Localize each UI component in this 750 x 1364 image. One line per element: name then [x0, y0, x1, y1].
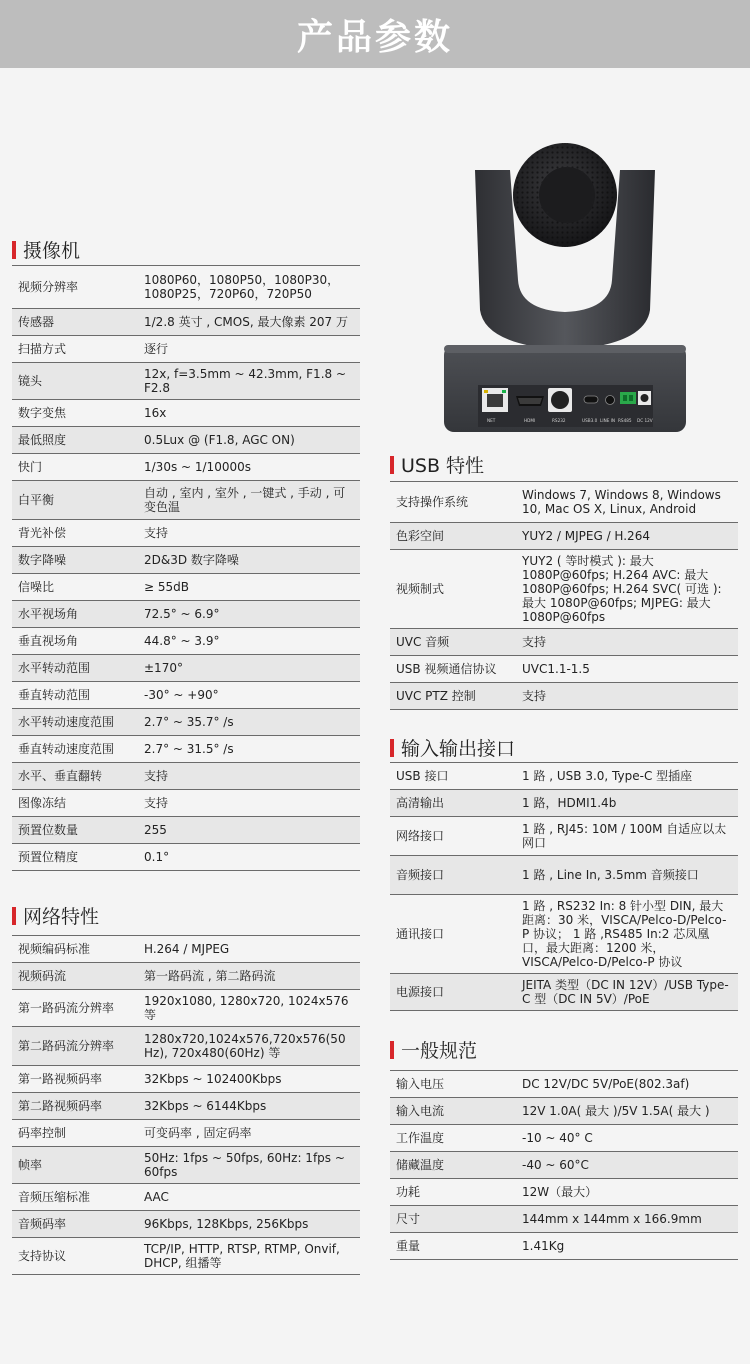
spec-label: 视频分辨率	[12, 266, 138, 309]
spec-row	[390, 1152, 738, 1179]
spec-value: -10 ~ 40° C	[516, 1125, 738, 1152]
camera-spec-table	[12, 265, 360, 871]
page-header	[0, 0, 750, 68]
spec-row	[12, 736, 360, 763]
spec-value: 第一路码流 , 第二路码流	[138, 963, 360, 990]
spec-value: 1/30s ~ 1/10000s	[138, 454, 360, 481]
spec-value: 1 路 , RS232 In: 8 针小型 DIN, 最大距离：30 米，VISCA/Pelco-D/Pelco-P 协议； 1 路 ,RS485 In:2 芯凤凰口，最大距离：1200 米，VISCA/Pelco-D/Pelco-P 协议	[516, 895, 738, 974]
spec-label: 第一路码流分辨率	[12, 990, 138, 1027]
spec-label: 支持操作系统	[390, 482, 516, 523]
spec-value: 32Kbps ~ 6144Kbps	[138, 1093, 360, 1120]
spec-value: 12x, f=3.5mm ~ 42.3mm, F1.8 ~ F2.8	[138, 363, 360, 400]
spec-label: 码率控制	[12, 1120, 138, 1147]
spec-row	[12, 1120, 360, 1147]
spec-label: 高清输出	[390, 790, 516, 817]
section-marker	[390, 1041, 394, 1059]
spec-label: 背光补偿	[12, 520, 138, 547]
spec-value: 支持	[138, 763, 360, 790]
spec-value: 1080P60，1080P50，1080P30，1080P25，720P60，720P50	[138, 266, 360, 309]
spec-row	[12, 790, 360, 817]
section-title-text: 摄像机	[23, 240, 81, 262]
port-label-usb: USB3.0	[582, 418, 598, 423]
spec-value: H.264 / MJPEG	[138, 936, 360, 963]
port-label-net: NET	[487, 418, 496, 423]
spec-row	[12, 990, 360, 1027]
spec-label: 视频码流	[12, 963, 138, 990]
spec-value: 1 路 , RJ45: 10M / 100M 自适应以太网口	[516, 817, 738, 856]
io-spec-table	[390, 762, 738, 1011]
spec-row	[12, 628, 360, 655]
spec-label: 垂直视场角	[12, 628, 138, 655]
spec-label: 色彩空间	[390, 523, 516, 550]
spec-row	[12, 1147, 360, 1184]
spec-row	[390, 1098, 738, 1125]
general-spec-table	[390, 1070, 738, 1260]
spec-value: 16x	[138, 400, 360, 427]
spec-label: 数字变焦	[12, 400, 138, 427]
port-label-rs485: RS485	[618, 418, 632, 423]
usb-spec-table	[390, 481, 738, 710]
spec-row	[12, 601, 360, 628]
spec-row	[12, 309, 360, 336]
spec-label: 白平衡	[12, 481, 138, 520]
section-title-general	[390, 1036, 477, 1063]
spec-label: 网络接口	[390, 817, 516, 856]
spec-value: 255	[138, 817, 360, 844]
spec-row	[12, 266, 360, 309]
spec-label: 水平转动速度范围	[12, 709, 138, 736]
spec-value: ≥ 55dB	[138, 574, 360, 601]
spec-label: 传感器	[12, 309, 138, 336]
spec-value: 逐行	[138, 336, 360, 363]
spec-label: 信噪比	[12, 574, 138, 601]
spec-value: -40 ~ 60°C	[516, 1152, 738, 1179]
spec-label: 预置位精度	[12, 844, 138, 871]
spec-row	[12, 682, 360, 709]
spec-row	[390, 523, 738, 550]
spec-row	[390, 790, 738, 817]
spec-label: 工作温度	[390, 1125, 516, 1152]
spec-row	[12, 655, 360, 682]
spec-row	[12, 400, 360, 427]
spec-row	[12, 1238, 360, 1275]
spec-value: 1 路 , USB 3.0, Type-C 型插座	[516, 763, 738, 790]
spec-value: ±170°	[138, 655, 360, 682]
spec-value: 72.5° ~ 6.9°	[138, 601, 360, 628]
spec-row	[12, 481, 360, 520]
spec-value: 96Kbps, 128Kbps, 256Kbps	[138, 1211, 360, 1238]
spec-row	[12, 1027, 360, 1066]
spec-value: 支持	[516, 629, 738, 656]
section-title-usb	[390, 451, 484, 478]
spec-row	[12, 520, 360, 547]
spec-label: 第二路码流分辨率	[12, 1027, 138, 1066]
spec-row	[12, 1184, 360, 1211]
spec-value: 支持	[516, 683, 738, 710]
spec-row	[12, 336, 360, 363]
spec-value: 32Kbps ~ 102400Kbps	[138, 1066, 360, 1093]
spec-value: 1 路，HDMI1.4b	[516, 790, 738, 817]
spec-value: 12V 1.0A( 最大 )/5V 1.5A( 最大 )	[516, 1098, 738, 1125]
spec-label: 通讯接口	[390, 895, 516, 974]
spec-label: 重量	[390, 1233, 516, 1260]
spec-label: UVC 音频	[390, 629, 516, 656]
spec-label: 视频编码标准	[12, 936, 138, 963]
spec-label: 第一路视频码率	[12, 1066, 138, 1093]
spec-value: 支持	[138, 790, 360, 817]
spec-row	[12, 454, 360, 481]
port-label-dc: DC 12V	[637, 418, 653, 423]
spec-row	[390, 974, 738, 1011]
spec-label: 水平、垂直翻转	[12, 763, 138, 790]
spec-value: 0.5Lux @ (F1.8, AGC ON)	[138, 427, 360, 454]
spec-value: 1/2.8 英寸 , CMOS, 最大像素 207 万	[138, 309, 360, 336]
spec-row	[390, 629, 738, 656]
spec-value: 0.1°	[138, 844, 360, 871]
spec-value: 1 路 , Line In, 3.5mm 音频接口	[516, 856, 738, 895]
spec-label: 预置位数量	[12, 817, 138, 844]
spec-value: 44.8° ~ 3.9°	[138, 628, 360, 655]
spec-row	[390, 1071, 738, 1098]
spec-label: 支持协议	[12, 1238, 138, 1275]
spec-row	[12, 1066, 360, 1093]
spec-value: AAC	[138, 1184, 360, 1211]
spec-row	[12, 709, 360, 736]
spec-value: -30° ~ +90°	[138, 682, 360, 709]
port-label-line-in: LINE IN	[600, 418, 616, 423]
spec-value: YUY2 / MJPEG / H.264	[516, 523, 738, 550]
section-title-camera	[12, 236, 80, 263]
spec-row	[390, 550, 738, 629]
spec-value: 1920x1080, 1280x720, 1024x576 等	[138, 990, 360, 1027]
spec-row	[12, 817, 360, 844]
spec-value: 可变码率 , 固定码率	[138, 1120, 360, 1147]
spec-label: 音频码率	[12, 1211, 138, 1238]
spec-row	[12, 363, 360, 400]
section-title-network	[12, 902, 99, 929]
spec-label: 音频压缩标准	[12, 1184, 138, 1211]
section-title-text: 输入输出接口	[401, 738, 516, 760]
spec-value: 2.7° ~ 35.7° /s	[138, 709, 360, 736]
page-title: 产品参数	[296, 16, 453, 58]
spec-row	[390, 482, 738, 523]
spec-value: DC 12V/DC 5V/PoE(802.3af)	[516, 1071, 738, 1098]
spec-label: 数字降噪	[12, 547, 138, 574]
section-title-text: USB 特性	[401, 455, 485, 477]
spec-row	[390, 683, 738, 710]
spec-row	[390, 1206, 738, 1233]
section-title-text: 网络特性	[23, 906, 100, 928]
spec-label: UVC PTZ 控制	[390, 683, 516, 710]
spec-row	[390, 763, 738, 790]
spec-row	[390, 1125, 738, 1152]
spec-row	[12, 844, 360, 871]
spec-value: 1280x720,1024x576,720x576(50Hz), 720x480(60Hz) 等	[138, 1027, 360, 1066]
spec-label: 水平视场角	[12, 601, 138, 628]
spec-row	[12, 963, 360, 990]
ptz-camera-image	[440, 140, 690, 432]
spec-label: 尺寸	[390, 1206, 516, 1233]
spec-value: 1.41Kg	[516, 1233, 738, 1260]
spec-value: YUY2 ( 等时模式 ): 最大 1080P@60fps; H.264 AVC: 最大 1080P@60fps; H.264 SVC( 可选 ): 最大 1080P@60fps; MJPEG: 最大 1080P@60fps	[516, 550, 738, 629]
spec-label: USB 接口	[390, 763, 516, 790]
spec-row	[390, 1233, 738, 1260]
spec-value: 2.7° ~ 31.5° /s	[138, 736, 360, 763]
spec-value: Windows 7, Windows 8, Windows 10, Mac OS X, Linux, Android	[516, 482, 738, 523]
spec-row	[12, 1093, 360, 1120]
spec-label: 储藏温度	[390, 1152, 516, 1179]
port-label-hdmi: HDMI	[524, 418, 536, 423]
spec-row	[390, 817, 738, 856]
spec-label: 功耗	[390, 1179, 516, 1206]
spec-row	[390, 1179, 738, 1206]
spec-label: 最低照度	[12, 427, 138, 454]
spec-label: 垂直转动速度范围	[12, 736, 138, 763]
spec-row	[390, 856, 738, 895]
spec-value: 50Hz: 1fps ~ 50fps, 60Hz: 1fps ~ 60fps	[138, 1147, 360, 1184]
spec-label: 输入电压	[390, 1071, 516, 1098]
network-spec-table	[12, 935, 360, 1275]
spec-label: 电源接口	[390, 974, 516, 1011]
section-marker	[12, 907, 16, 925]
spec-row	[12, 427, 360, 454]
spec-value: 支持	[138, 520, 360, 547]
spec-value: 自动 , 室内 , 室外 , 一键式 , 手动 , 可变色温	[138, 481, 360, 520]
spec-label: 第二路视频码率	[12, 1093, 138, 1120]
section-title-io	[390, 734, 515, 761]
spec-row	[12, 574, 360, 601]
spec-label: 镜头	[12, 363, 138, 400]
spec-row	[12, 1211, 360, 1238]
spec-row	[12, 547, 360, 574]
spec-label: 视频制式	[390, 550, 516, 629]
spec-value: TCP/IP, HTTP, RTSP, RTMP, Onvif, DHCP, 组播等	[138, 1238, 360, 1275]
spec-label: USB 视频通信协议	[390, 656, 516, 683]
spec-value: 12W（最大）	[516, 1179, 738, 1206]
section-marker	[12, 241, 16, 259]
spec-label: 输入电流	[390, 1098, 516, 1125]
port-label-rs232: RS232	[552, 418, 566, 423]
spec-row	[390, 656, 738, 683]
spec-label: 音频接口	[390, 856, 516, 895]
section-marker	[390, 456, 394, 474]
spec-row	[12, 936, 360, 963]
spec-label: 图像冻结	[12, 790, 138, 817]
spec-value: 2D&3D 数字降噪	[138, 547, 360, 574]
spec-value: 144mm x 144mm x 166.9mm	[516, 1206, 738, 1233]
spec-label: 帧率	[12, 1147, 138, 1184]
spec-label: 垂直转动范围	[12, 682, 138, 709]
section-marker	[390, 739, 394, 757]
spec-value: UVC1.1-1.5	[516, 656, 738, 683]
spec-label: 水平转动范围	[12, 655, 138, 682]
section-title-text: 一般规范	[401, 1040, 478, 1062]
spec-value: JEITA 类型（DC IN 12V）/USB Type-C 型（DC IN 5V）/PoE	[516, 974, 738, 1011]
spec-row	[390, 895, 738, 974]
spec-label: 扫描方式	[12, 336, 138, 363]
spec-label: 快门	[12, 454, 138, 481]
spec-row	[12, 763, 360, 790]
